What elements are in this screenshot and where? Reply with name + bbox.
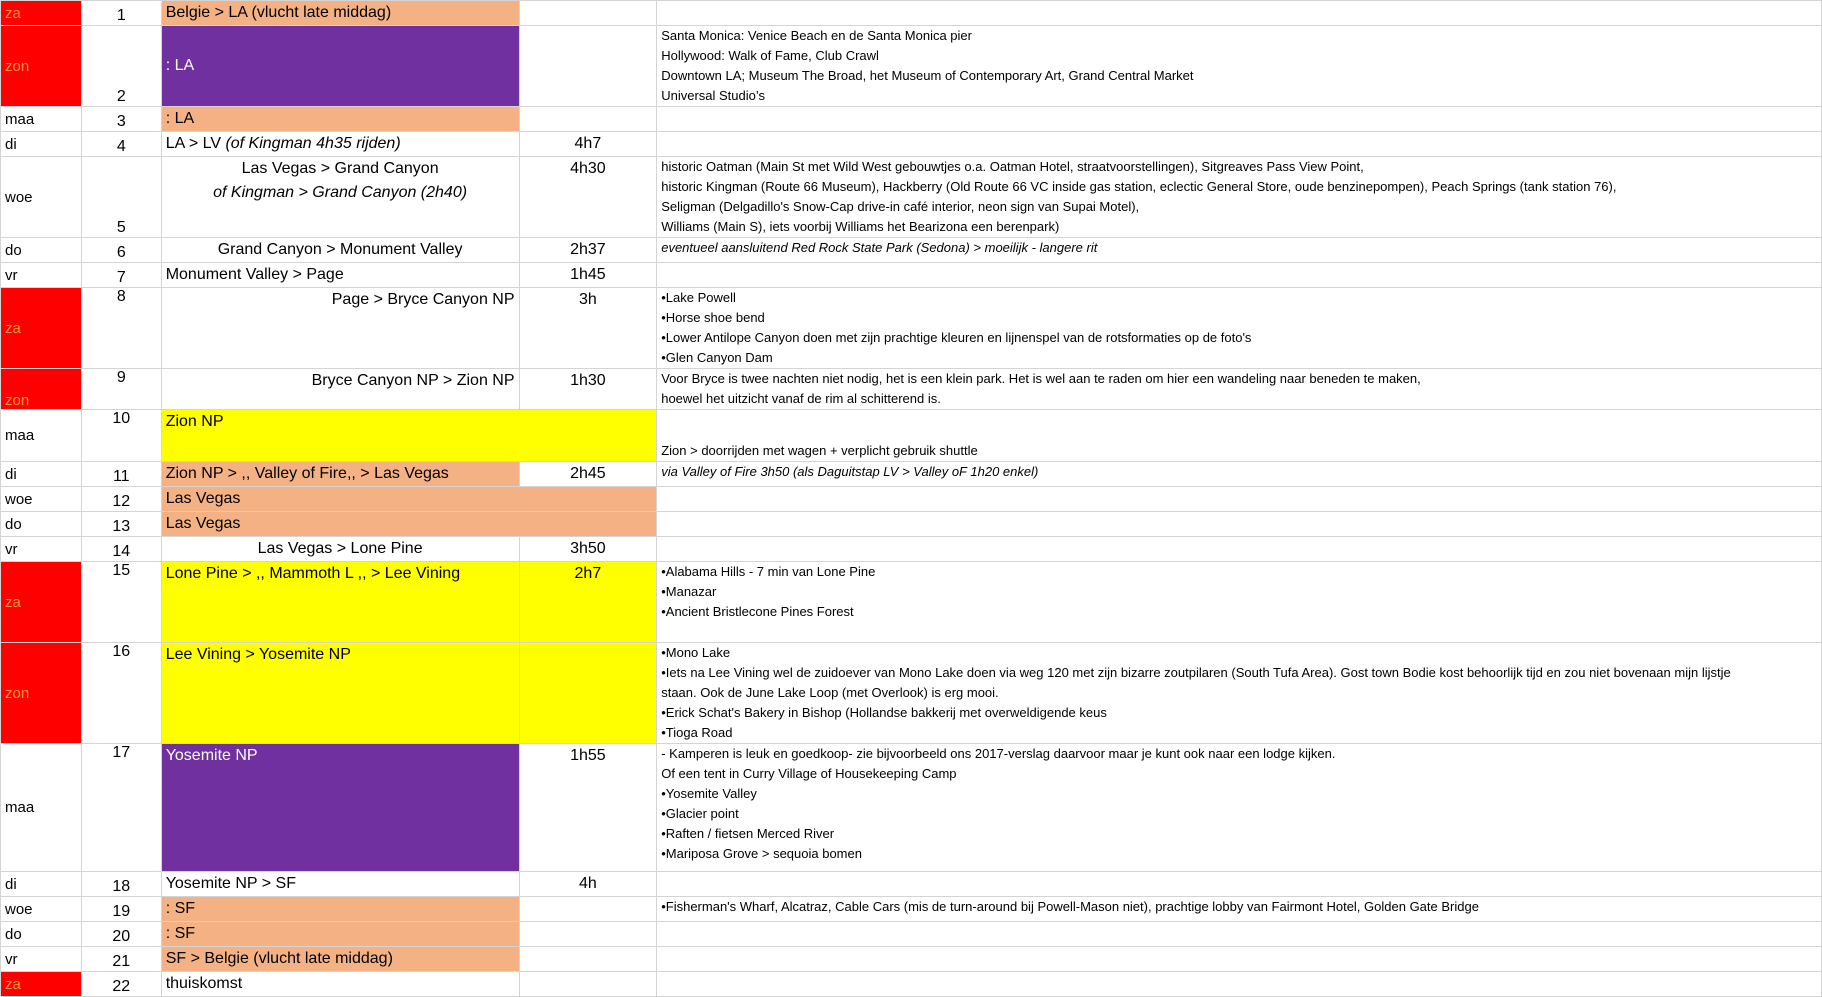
day-number-cell[interactable]: 8 <box>81 288 161 369</box>
route-cell[interactable]: Lee Vining > Yosemite NP <box>161 643 519 744</box>
route-cell[interactable]: : SF <box>161 897 519 922</box>
day-cell[interactable]: maa <box>1 410 82 462</box>
route-cell[interactable]: SF > Belgie (vlucht late middag) <box>161 947 519 972</box>
notes-cell[interactable] <box>657 288 1822 369</box>
table-row <box>1 157 1822 238</box>
note-line: staan. Ook de June Lake Loop (met Overlook) is erg mooi. <box>661 685 999 700</box>
note-line: - Kamperen is leuk en goedkoop- zie bijvoorbeeld ons 2017-verslag daarvoor maar je kunt ook naar een lodge kijken. <box>661 746 1336 761</box>
route-cell[interactable]: : LA <box>161 107 519 132</box>
table-row <box>1 744 1822 872</box>
note-line: historic Kingman (Route 66 Museum), Hackberry (Old Route 66 VC inside gas station, eclectic General Store, oude benzinepompen), Peach Springs (tank station 76), <box>661 179 1617 194</box>
drive-time-cell[interactable]: 3h50 <box>519 537 657 562</box>
drive-time-cell[interactable] <box>519 972 657 997</box>
day-number-cell[interactable]: 3 <box>81 107 161 132</box>
drive-time-cell[interactable]: 1h45 <box>519 263 657 288</box>
notes-cell[interactable] <box>657 922 1822 947</box>
drive-time-cell[interactable] <box>519 922 657 947</box>
day-cell[interactable]: di <box>1 132 82 157</box>
route-cell[interactable]: Las Vegas <box>161 512 657 537</box>
table-row <box>1 972 1822 997</box>
table-row <box>1 947 1822 972</box>
route-cell[interactable]: Zion NP > ,, Valley of Fire,, > Las Vegas <box>161 462 519 487</box>
route-alternative-text: of Kingman > Grand Canyon (2h40) <box>213 184 468 201</box>
route-cell[interactable] <box>161 132 519 157</box>
route-alternative-text: (of Kingman 4h35 rijden) <box>225 135 401 152</box>
note-line: Santa Monica: Venice Beach en de Santa Monica pier <box>661 28 972 43</box>
day-cell[interactable]: woe <box>1 157 82 238</box>
note-line: Seligman (Delgadillo's Snow-Cap drive-in café interior, neon sign van Supai Motel), <box>661 199 1140 214</box>
drive-time-cell[interactable]: 3h <box>519 288 657 369</box>
notes-cell[interactable] <box>657 487 1822 512</box>
route-cell[interactable]: thuiskomst <box>161 972 519 997</box>
day-cell[interactable]: zon <box>1 26 82 107</box>
day-cell[interactable]: za <box>1 288 82 369</box>
notes-cell[interactable] <box>657 1 1822 26</box>
note-line: •Lower Antilope Canyon doen met zijn prachtige kleuren en lijnenspel van de rotsformaties op de foto's <box>661 330 1252 345</box>
day-number-cell[interactable]: 15 <box>81 562 161 643</box>
notes-cell[interactable] <box>657 369 1822 410</box>
drive-time-cell[interactable] <box>519 897 657 922</box>
day-number-cell[interactable]: 4 <box>81 132 161 157</box>
day-cell[interactable]: maa <box>1 107 82 132</box>
table-row <box>1 872 1822 897</box>
drive-time-cell[interactable] <box>519 643 657 744</box>
table-row <box>1 897 1822 922</box>
drive-time-cell[interactable]: 4h7 <box>519 132 657 157</box>
route-cell[interactable]: Las Vegas > Lone Pine <box>161 537 519 562</box>
notes-cell[interactable] <box>657 872 1822 897</box>
note-line: •Erick Schat's Bakery in Bishop (Hollandse bakkerij met overweldigende keus <box>661 705 1107 720</box>
day-cell[interactable]: do <box>1 238 82 263</box>
table-row <box>1 643 1822 744</box>
route-text: Las Vegas > Grand Canyon <box>241 160 439 177</box>
day-number-cell[interactable]: 1 <box>81 1 161 26</box>
route-cell[interactable]: Monument Valley > Page <box>161 263 519 288</box>
day-cell[interactable]: zon <box>1 643 82 744</box>
table-row <box>1 26 1822 107</box>
day-cell[interactable]: zon <box>1 369 82 410</box>
notes-cell[interactable]: •Fisherman's Wharf, Alcatraz, Cable Cars (mis de turn-around bij Powell-Mason niet), prachtige lobby van Fairmont Hotel, Golden Gate Bridge <box>657 897 1822 922</box>
day-number-cell[interactable]: 16 <box>81 643 161 744</box>
table-row <box>1 1 1822 26</box>
drive-time-cell[interactable]: 2h7 <box>519 562 657 643</box>
day-number-cell[interactable]: 5 <box>81 157 161 238</box>
drive-time-cell[interactable]: 2h37 <box>519 238 657 263</box>
day-cell[interactable]: vr <box>1 947 82 972</box>
route-cell[interactable]: Zion NP <box>161 410 657 462</box>
table-row <box>1 922 1822 947</box>
note-line: •Mono Lake <box>661 645 731 660</box>
route-text: LA > LV <box>165 135 226 152</box>
day-number-cell[interactable]: 21 <box>81 947 161 972</box>
day-number-cell[interactable]: 13 <box>81 512 161 537</box>
day-number-cell[interactable]: 12 <box>81 487 161 512</box>
drive-time-cell[interactable] <box>519 26 657 107</box>
drive-time-cell[interactable]: 4h <box>519 872 657 897</box>
note-line: •Yosemite Valley <box>661 786 757 801</box>
table-row <box>1 369 1822 410</box>
day-number-cell[interactable]: 9 <box>81 369 161 410</box>
table-row <box>1 238 1822 263</box>
route-cell[interactable]: Yosemite NP > SF <box>161 872 519 897</box>
notes-cell[interactable] <box>657 157 1822 238</box>
notes-cell[interactable] <box>657 537 1822 562</box>
note-line: •Glen Canyon Dam <box>661 350 773 365</box>
drive-time-cell[interactable]: 1h30 <box>519 369 657 410</box>
note-line: hoewel het uitzicht vanaf de rim al schitterend is. <box>661 391 941 406</box>
day-number-cell[interactable]: 20 <box>81 922 161 947</box>
table-row <box>1 562 1822 643</box>
route-cell[interactable]: Bryce Canyon NP > Zion NP <box>161 369 519 410</box>
note-line: •Lake Powell <box>661 290 736 305</box>
note-line: •Horse shoe bend <box>661 310 765 325</box>
drive-time-cell[interactable] <box>519 107 657 132</box>
notes-cell[interactable] <box>657 26 1822 107</box>
table-row <box>1 107 1822 132</box>
route-cell[interactable]: : LA <box>161 26 519 107</box>
day-cell[interactable]: maa <box>1 744 82 872</box>
table-row <box>1 288 1822 369</box>
route-cell[interactable]: : SF <box>161 922 519 947</box>
day-number-cell[interactable]: 7 <box>81 263 161 288</box>
route-cell[interactable]: Las Vegas <box>161 487 657 512</box>
note-line: Williams (Main S), iets voorbij Williams het Bearizona een berenpark) <box>661 219 1060 234</box>
note-line: Voor Bryce is twee nachten niet nodig, het is een klein park. Het is wel aan te raden om hier een wandeling naar beneden te maken, <box>661 371 1421 386</box>
day-cell[interactable]: za <box>1 972 82 997</box>
note-line: Downtown LA; Museum The Broad, het Museum of Contemporary Art, Grand Central Market <box>661 68 1194 83</box>
day-number-cell[interactable]: 14 <box>81 537 161 562</box>
route-cell[interactable] <box>161 157 519 238</box>
notes-cell[interactable] <box>657 744 1822 872</box>
day-cell[interactable]: vr <box>1 537 82 562</box>
notes-cell[interactable] <box>657 263 1822 288</box>
notes-cell[interactable] <box>657 132 1822 157</box>
note-line: •Ancient Bristlecone Pines Forest <box>661 604 854 619</box>
table-row <box>1 132 1822 157</box>
day-number-cell[interactable]: 19 <box>81 897 161 922</box>
table-row <box>1 462 1822 487</box>
day-cell[interactable]: woe <box>1 487 82 512</box>
table-row <box>1 537 1822 562</box>
note-line: Hollywood: Walk of Fame, Club Crawl <box>661 48 879 63</box>
route-cell[interactable]: Belgie > LA (vlucht late middag) <box>161 1 519 26</box>
day-number-cell[interactable]: 18 <box>81 872 161 897</box>
day-number-cell[interactable]: 11 <box>81 462 161 487</box>
notes-cell[interactable]: Zion > doorrijden met wagen + verplicht gebruik shuttle <box>657 410 1822 462</box>
day-number-cell[interactable]: 6 <box>81 238 161 263</box>
table-row <box>1 410 1822 462</box>
drive-time-cell[interactable] <box>519 1 657 26</box>
notes-cell[interactable] <box>657 107 1822 132</box>
route-cell[interactable]: Page > Bryce Canyon NP <box>161 288 519 369</box>
day-cell[interactable]: do <box>1 512 82 537</box>
drive-time-cell[interactable] <box>519 947 657 972</box>
day-cell[interactable]: za <box>1 1 82 26</box>
day-number-cell[interactable]: 22 <box>81 972 161 997</box>
note-line: •Mariposa Grove > sequoia bomen <box>661 846 862 861</box>
drive-time-cell[interactable]: 1h55 <box>519 744 657 872</box>
route-cell[interactable]: Grand Canyon > Monument Valley <box>161 238 519 263</box>
note-line: Universal Studio’s <box>661 88 766 103</box>
route-cell[interactable]: Lone Pine > ,, Mammoth L ,, > Lee Vining <box>161 562 519 643</box>
day-cell[interactable]: di <box>1 872 82 897</box>
notes-cell[interactable] <box>657 972 1822 997</box>
table-row <box>1 263 1822 288</box>
note-line: •Raften / fietsen Merced River <box>661 826 835 841</box>
notes-cell[interactable] <box>657 512 1822 537</box>
day-cell[interactable]: vr <box>1 263 82 288</box>
day-cell[interactable]: za <box>1 562 82 643</box>
note-line: •Glacier point <box>661 806 739 821</box>
drive-time-cell[interactable]: 4h30 <box>519 157 657 238</box>
notes-cell[interactable] <box>657 947 1822 972</box>
note-line: •Alabama Hills - 7 min van Lone Pine <box>661 564 876 579</box>
day-cell[interactable]: di <box>1 462 82 487</box>
notes-cell[interactable]: via Valley of Fire 3h50 (als Daguitstap LV > Valley oF 1h20 enkel) <box>657 462 1822 487</box>
note-line: •Iets na Lee Vining wel de zuidoever van Mono Lake doen via weg 120 met zijn bizarre zoutpilaren (South Tufa Area). Gost town Bodie kost behoorlijk tijd en zou niet bovenaan mijn lijstje <box>661 665 1731 680</box>
day-cell[interactable]: do <box>1 922 82 947</box>
note-line: historic Oatman (Main St met Wild West gebouwtjes o.a. Oatman Hotel, straatvoorstellingen), Sitgreaves Pass View Point, <box>661 159 1364 174</box>
day-cell[interactable]: woe <box>1 897 82 922</box>
note-line: Of een tent in Curry Village of Housekeeping Camp <box>661 766 957 781</box>
notes-cell[interactable]: eventueel aansluitend Red Rock State Park (Sedona) > moeilijk - langere rit <box>657 238 1822 263</box>
day-number-cell[interactable]: 10 <box>81 410 161 462</box>
drive-time-cell[interactable]: 2h45 <box>519 462 657 487</box>
route-cell[interactable]: Yosemite NP <box>161 744 519 872</box>
note-line: •Tioga Road <box>661 725 733 740</box>
notes-cell[interactable] <box>657 562 1822 643</box>
note-line: •Manazar <box>661 584 717 599</box>
day-number-cell[interactable]: 2 <box>81 26 161 107</box>
table-row <box>1 512 1822 537</box>
table-row <box>1 487 1822 512</box>
day-number-cell[interactable]: 17 <box>81 744 161 872</box>
notes-cell[interactable] <box>657 643 1822 744</box>
